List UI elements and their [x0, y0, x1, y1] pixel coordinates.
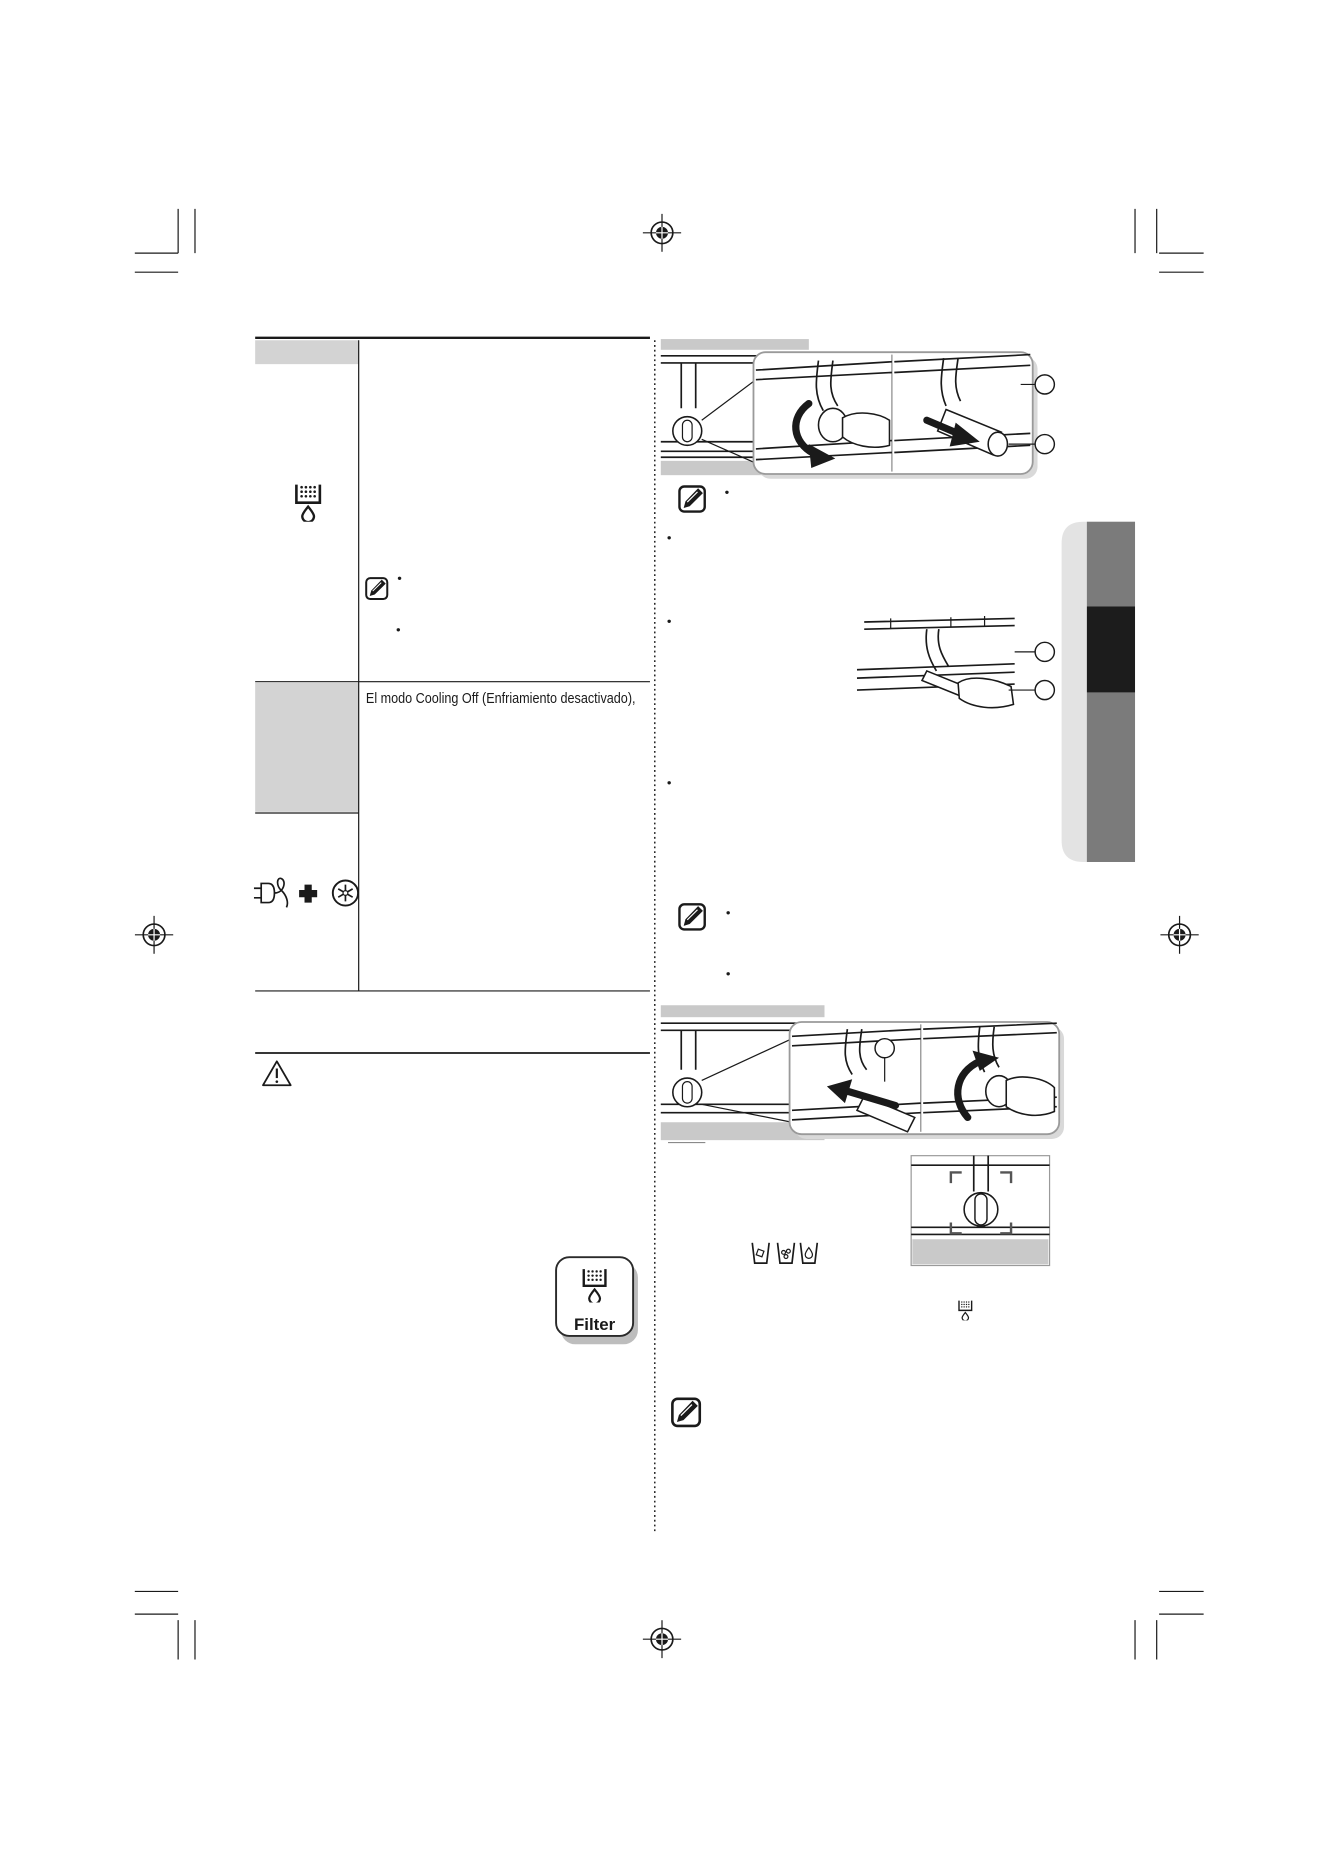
figure-header-band	[661, 1005, 825, 1017]
note-icon	[679, 904, 704, 929]
registration-mark-left	[135, 916, 174, 954]
table-header-cell	[255, 340, 359, 364]
water-filter-indicator-icon	[959, 1301, 972, 1321]
filter-hook	[681, 363, 695, 408]
cup-outline	[800, 1243, 817, 1263]
note-bullet: •	[395, 571, 404, 586]
inset-hand	[843, 413, 890, 447]
water-filter-icon	[296, 485, 319, 523]
snowflake-circle-icon	[333, 880, 358, 905]
filter-flush-figure	[857, 616, 1054, 708]
cup-outline	[752, 1243, 769, 1263]
chapter-side-tab	[1062, 522, 1135, 862]
water-drop	[805, 1248, 812, 1259]
crushed-ice-pieces	[782, 1249, 791, 1258]
step-bullet: •	[665, 531, 673, 546]
callout-circle	[1035, 681, 1054, 700]
plug-cord	[274, 878, 287, 907]
figure-bottom-band	[912, 1239, 1048, 1264]
note-icon	[366, 578, 387, 599]
note-bullet: •	[724, 905, 732, 920]
callout-circle	[875, 1039, 894, 1058]
water-icon	[800, 1243, 817, 1263]
registration-mark-right	[1160, 916, 1199, 954]
filter-cartridge-end	[988, 432, 1007, 456]
snowflake-core	[343, 891, 348, 896]
side-tab-section[interactable]	[1087, 692, 1135, 862]
registration-mark-top	[643, 214, 682, 252]
cubed-ice-icon	[752, 1243, 769, 1263]
filter-hook	[681, 1030, 695, 1069]
note-icon	[672, 1399, 699, 1426]
plug-prongs	[254, 888, 261, 898]
side-tab-section[interactable]	[1087, 522, 1135, 607]
step-bullet: •	[665, 775, 673, 790]
plus-icon	[299, 885, 317, 903]
ice-cube	[756, 1249, 764, 1257]
filter-button-label: Filter	[574, 1315, 616, 1334]
crushed-ice-icon	[778, 1243, 795, 1263]
warning-exclamation-dot	[276, 1080, 279, 1083]
magnifier-leader-lines	[702, 1039, 792, 1123]
figure-header-band	[661, 339, 809, 350]
note-icon	[679, 487, 704, 512]
step-bullet: •	[665, 614, 673, 629]
note-bullet: •	[724, 966, 732, 981]
crop-marks	[135, 209, 1204, 1660]
note-bullet: •	[394, 622, 402, 637]
filter-cap-grip	[975, 1194, 987, 1225]
warning-triangle-icon	[263, 1061, 291, 1085]
callout-circle	[1035, 642, 1054, 661]
side-tab-section-active[interactable]	[1087, 606, 1135, 692]
plug-body	[261, 883, 274, 902]
registration-mark-bottom	[643, 1620, 682, 1658]
filter-install-figure	[661, 1005, 1064, 1140]
filter-button[interactable]	[556, 1257, 638, 1344]
callout-circle	[1035, 375, 1054, 394]
filter-lock-position-figure	[911, 1156, 1049, 1266]
callout-circle	[1035, 435, 1054, 454]
filter-removal-figure	[661, 339, 1055, 479]
inset-panel	[753, 352, 1032, 474]
hand	[958, 678, 1013, 708]
inset-hand	[1006, 1077, 1054, 1115]
filter-hook	[926, 629, 948, 671]
table-row2-label-cell	[255, 683, 359, 812]
cooling-off-description: El modo Cooling Off (Enfriamiento desactivado),	[365, 690, 636, 708]
note-bullet: •	[723, 485, 731, 500]
power-plug-icon	[254, 878, 287, 907]
filter-cap-grip	[682, 1082, 692, 1103]
filter-cap-grip	[682, 420, 692, 441]
function-table	[254, 338, 650, 991]
